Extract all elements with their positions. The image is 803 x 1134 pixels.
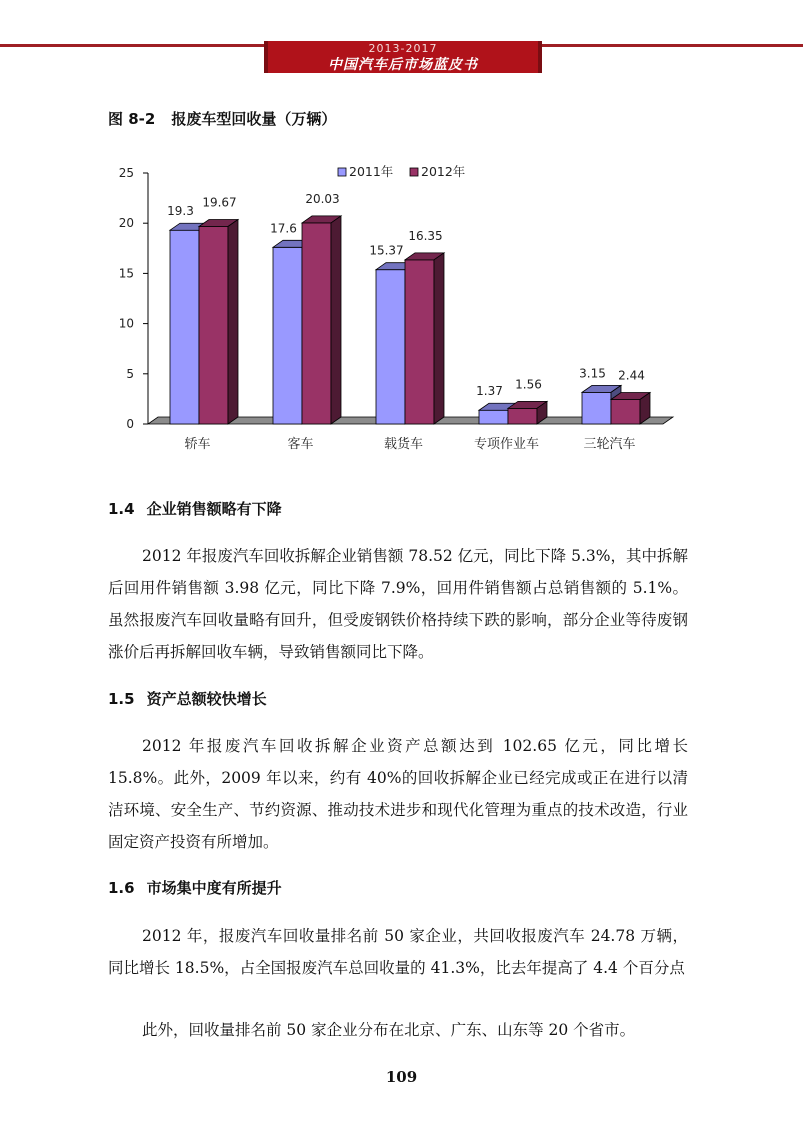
paragraph: 2012 年报废汽车回收拆解企业资产总额达到 102.65 亿元，同比增长 15.8%。此外，2009 年以来，约有 40%的回收拆解企业已经完成或正在进行以清洁环境、安全生产、节约资源、推动技术进步和现代化管理为重点的技术改造，行业固定资产投资有所增加。 bbox=[108, 737, 688, 851]
bar bbox=[273, 247, 302, 424]
bar bbox=[508, 408, 537, 424]
bar bbox=[405, 260, 434, 424]
section-title: 市场集中度有所提升 bbox=[146, 879, 282, 897]
bar bbox=[302, 223, 331, 424]
bar-side bbox=[228, 220, 238, 424]
data-label: 15.37 bbox=[369, 243, 404, 258]
data-label: 16.35 bbox=[408, 228, 443, 243]
legend-swatch bbox=[410, 168, 418, 176]
y-tick-label: 15 bbox=[118, 266, 134, 281]
paragraph: 2012 年报废汽车回收拆解企业销售额 78.52 亿元，同比下降 5.3%，其中拆解后回用件销售额 3.98 亿元，同比下降 7.9%，回用件销售额占总销售额的 5.1%。虽然报废汽车回收量略有回升，但受废钢铁价格持续下跌的影响，部分企业等待废钢涨价后再拆解回收车辆，导致销售额同比下降。 bbox=[108, 547, 688, 661]
paragraph: 2012 年，报废汽车回收量排名前 50 家企业，共回收报废汽车 24.78 万辆，同比增长 18.5%，占全国报废汽车总回收量的 41.3%，比去年提高了 4.4 个百分点 bbox=[108, 927, 688, 977]
y-tick-label: 5 bbox=[126, 366, 134, 381]
header-rule-right bbox=[542, 44, 803, 47]
category-label: 载货车 bbox=[383, 437, 424, 452]
data-label: 1.56 bbox=[515, 377, 542, 392]
legend-label: 2011年 bbox=[349, 164, 394, 179]
legend-label: 2012年 bbox=[421, 164, 466, 179]
header-title: 中国汽车后市场蓝皮书 bbox=[328, 57, 478, 73]
section-heading-1-4 bbox=[108, 498, 282, 519]
bar bbox=[582, 392, 611, 424]
bar bbox=[479, 410, 508, 424]
data-label: 3.15 bbox=[579, 366, 606, 381]
header-years: 2013-2017 bbox=[368, 42, 438, 55]
header-banner bbox=[264, 41, 542, 73]
bar bbox=[376, 270, 405, 424]
category-label: 客车 bbox=[287, 437, 314, 452]
bar-chart bbox=[108, 158, 688, 468]
section-number: 1.5 bbox=[108, 690, 135, 708]
legend-swatch bbox=[338, 168, 346, 176]
figure-number: 图 8-2 bbox=[108, 110, 156, 128]
figure-title: 报废车型回收量（万辆） bbox=[171, 110, 337, 128]
category-label: 轿车 bbox=[184, 437, 211, 452]
section-heading-1-6 bbox=[108, 877, 282, 898]
page-number: 109 bbox=[385, 1068, 418, 1086]
bar bbox=[199, 227, 228, 424]
category-label: 专项作业车 bbox=[473, 437, 540, 452]
y-tick-label: 0 bbox=[126, 417, 134, 431]
bar-side bbox=[434, 253, 444, 424]
category-label: 三轮汽车 bbox=[583, 437, 636, 452]
data-label: 19.67 bbox=[202, 195, 237, 210]
data-label: 2.44 bbox=[618, 368, 645, 383]
header-rule-left bbox=[0, 44, 264, 47]
bar-side bbox=[331, 216, 341, 424]
bar bbox=[611, 400, 640, 424]
data-label: 19.3 bbox=[167, 204, 194, 219]
paragraph: 此外，回收量排名前 50 家企业分布在北京、广东、山东等 20 个省市。 bbox=[142, 1021, 636, 1039]
bar bbox=[170, 230, 199, 424]
section-number: 1.6 bbox=[108, 879, 135, 897]
section-heading-1-5 bbox=[108, 688, 267, 709]
data-label: 1.37 bbox=[476, 384, 503, 399]
data-label: 17.6 bbox=[270, 221, 297, 236]
section-number: 1.4 bbox=[108, 500, 135, 518]
y-tick-label: 25 bbox=[118, 166, 134, 180]
data-label: 20.03 bbox=[305, 191, 340, 206]
y-tick-label: 20 bbox=[118, 216, 134, 231]
section-title: 资产总额较快增长 bbox=[146, 690, 267, 708]
section-title: 企业销售额略有下降 bbox=[146, 500, 282, 518]
y-tick-label: 10 bbox=[118, 316, 134, 331]
figure-caption bbox=[108, 108, 336, 129]
